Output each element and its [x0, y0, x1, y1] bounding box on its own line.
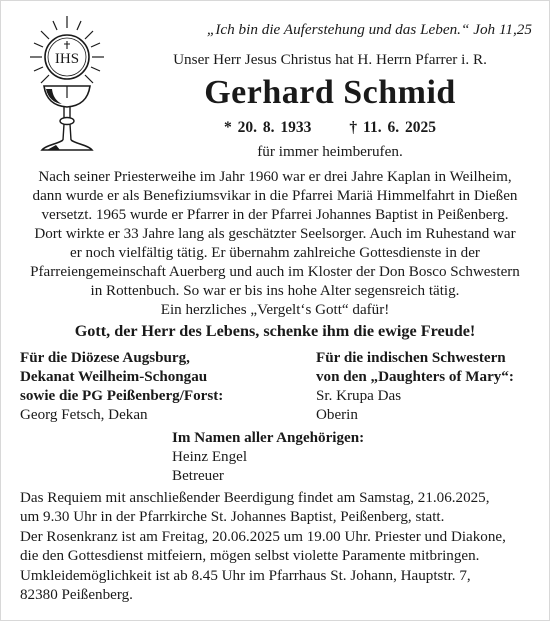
mourner-heading: von den „Daughters of Mary“:: [316, 369, 514, 385]
mourner-signer: Georg Fetsch, Dekan: [20, 407, 148, 423]
chalice-base: [42, 140, 92, 150]
mourner-heading: Für die indischen Schwestern: [316, 350, 506, 366]
biography-line: er noch vielfältig tätig. Er übernahm zahlreiche Gottesdienste in der: [70, 245, 480, 261]
life-dates: [125, 119, 535, 137]
funeral-details: [20, 489, 506, 605]
blessing-line: Gott, der Herr des Lebens, schenke ihm die ewige Freude!: [74, 322, 476, 340]
mourner-signer-role: Oberin: [316, 407, 358, 423]
bible-quote: „Ich bin die Auferstehung und das Leben.“ Joh 11,25: [206, 21, 532, 38]
deceased-name: Gerhard Schmid: [204, 74, 456, 111]
ihs-monogram: IHS: [54, 51, 80, 67]
mourner-heading: Für die Diözese Augsburg,: [20, 350, 190, 366]
birth-date: * 20. 8. 1933: [224, 119, 312, 136]
biography-line: Ein herzliches „Vergelt‘s Gott“ dafür!: [160, 302, 390, 318]
mourner-sisters: [316, 349, 514, 425]
funeral-line: die den Gottesdienst mitfeiern, mögen selbst violette Paramente mitbringen.: [20, 548, 480, 565]
intro-line: Unser Herr Jesus Christus hat H. Herrn Pfarrer i. R.: [173, 51, 487, 68]
biography-line: versetzt. 1965 wurde er Pfarrer in der Pfarrei Johannes Baptist in Peißenberg.: [41, 207, 509, 223]
mourner-signer-role: Betreuer: [172, 468, 224, 484]
mourner-relatives: [172, 429, 364, 486]
mourner-heading: Dekanat Weilheim-Schongau: [20, 369, 208, 385]
biography-line: Nach seiner Priesterweihe im Jahr 1960 war er drei Jahre Kaplan in Weilheim,: [38, 169, 512, 185]
called-home-line: für immer heimberufen.: [257, 143, 403, 160]
biography-line: Dort wirkte er 33 Jahre lang als geschätzter Seelsorger. Auch im Ruhestand war: [34, 226, 516, 242]
funeral-line: Der Rosenkranz ist am Freitag, 20.06.2025 um 19.00 Uhr. Priester und Diakone,: [20, 528, 506, 545]
death-date: † 11. 6. 2025: [349, 119, 436, 136]
funeral-line: um 9.30 Uhr in der Pfarrkirche St. Johannes Baptist, Peißenberg, statt.: [20, 509, 445, 526]
mourner-signer: Sr. Krupa Das: [316, 388, 402, 404]
funeral-line: Das Requiem mit anschließender Beerdigung findet am Samstag, 21.06.2025,: [20, 490, 490, 506]
mourner-heading: Im Namen aller Angehörigen:: [172, 430, 365, 446]
mourner-diocese: [20, 349, 223, 425]
biography-line: Pfarreiengemeinschaft Auerberg und auch im Kloster der Don Bosco Schwestern: [30, 264, 520, 280]
mourner-heading: sowie die PG Peißenberg/Forst:: [20, 388, 224, 404]
mourner-signer: Heinz Engel: [172, 449, 248, 465]
biography-line: dann wurde er als Benefiziumsvikar in die Pfarrei Mariä Himmelfahrt in Dießen: [32, 188, 518, 204]
funeral-line: 82380 Peißenberg.: [20, 587, 133, 604]
funeral-line: Umkleidemöglichkeit ist ab 8.45 Uhr im Pfarrhaus St. Johann, Hauptstr. 7,: [20, 567, 471, 584]
biography-line: in Rottenbuch. So war er bis ins hohe Alter segensreich tätig.: [90, 283, 460, 299]
chalice-host-icon: [22, 14, 112, 156]
biography: [0, 168, 550, 320]
